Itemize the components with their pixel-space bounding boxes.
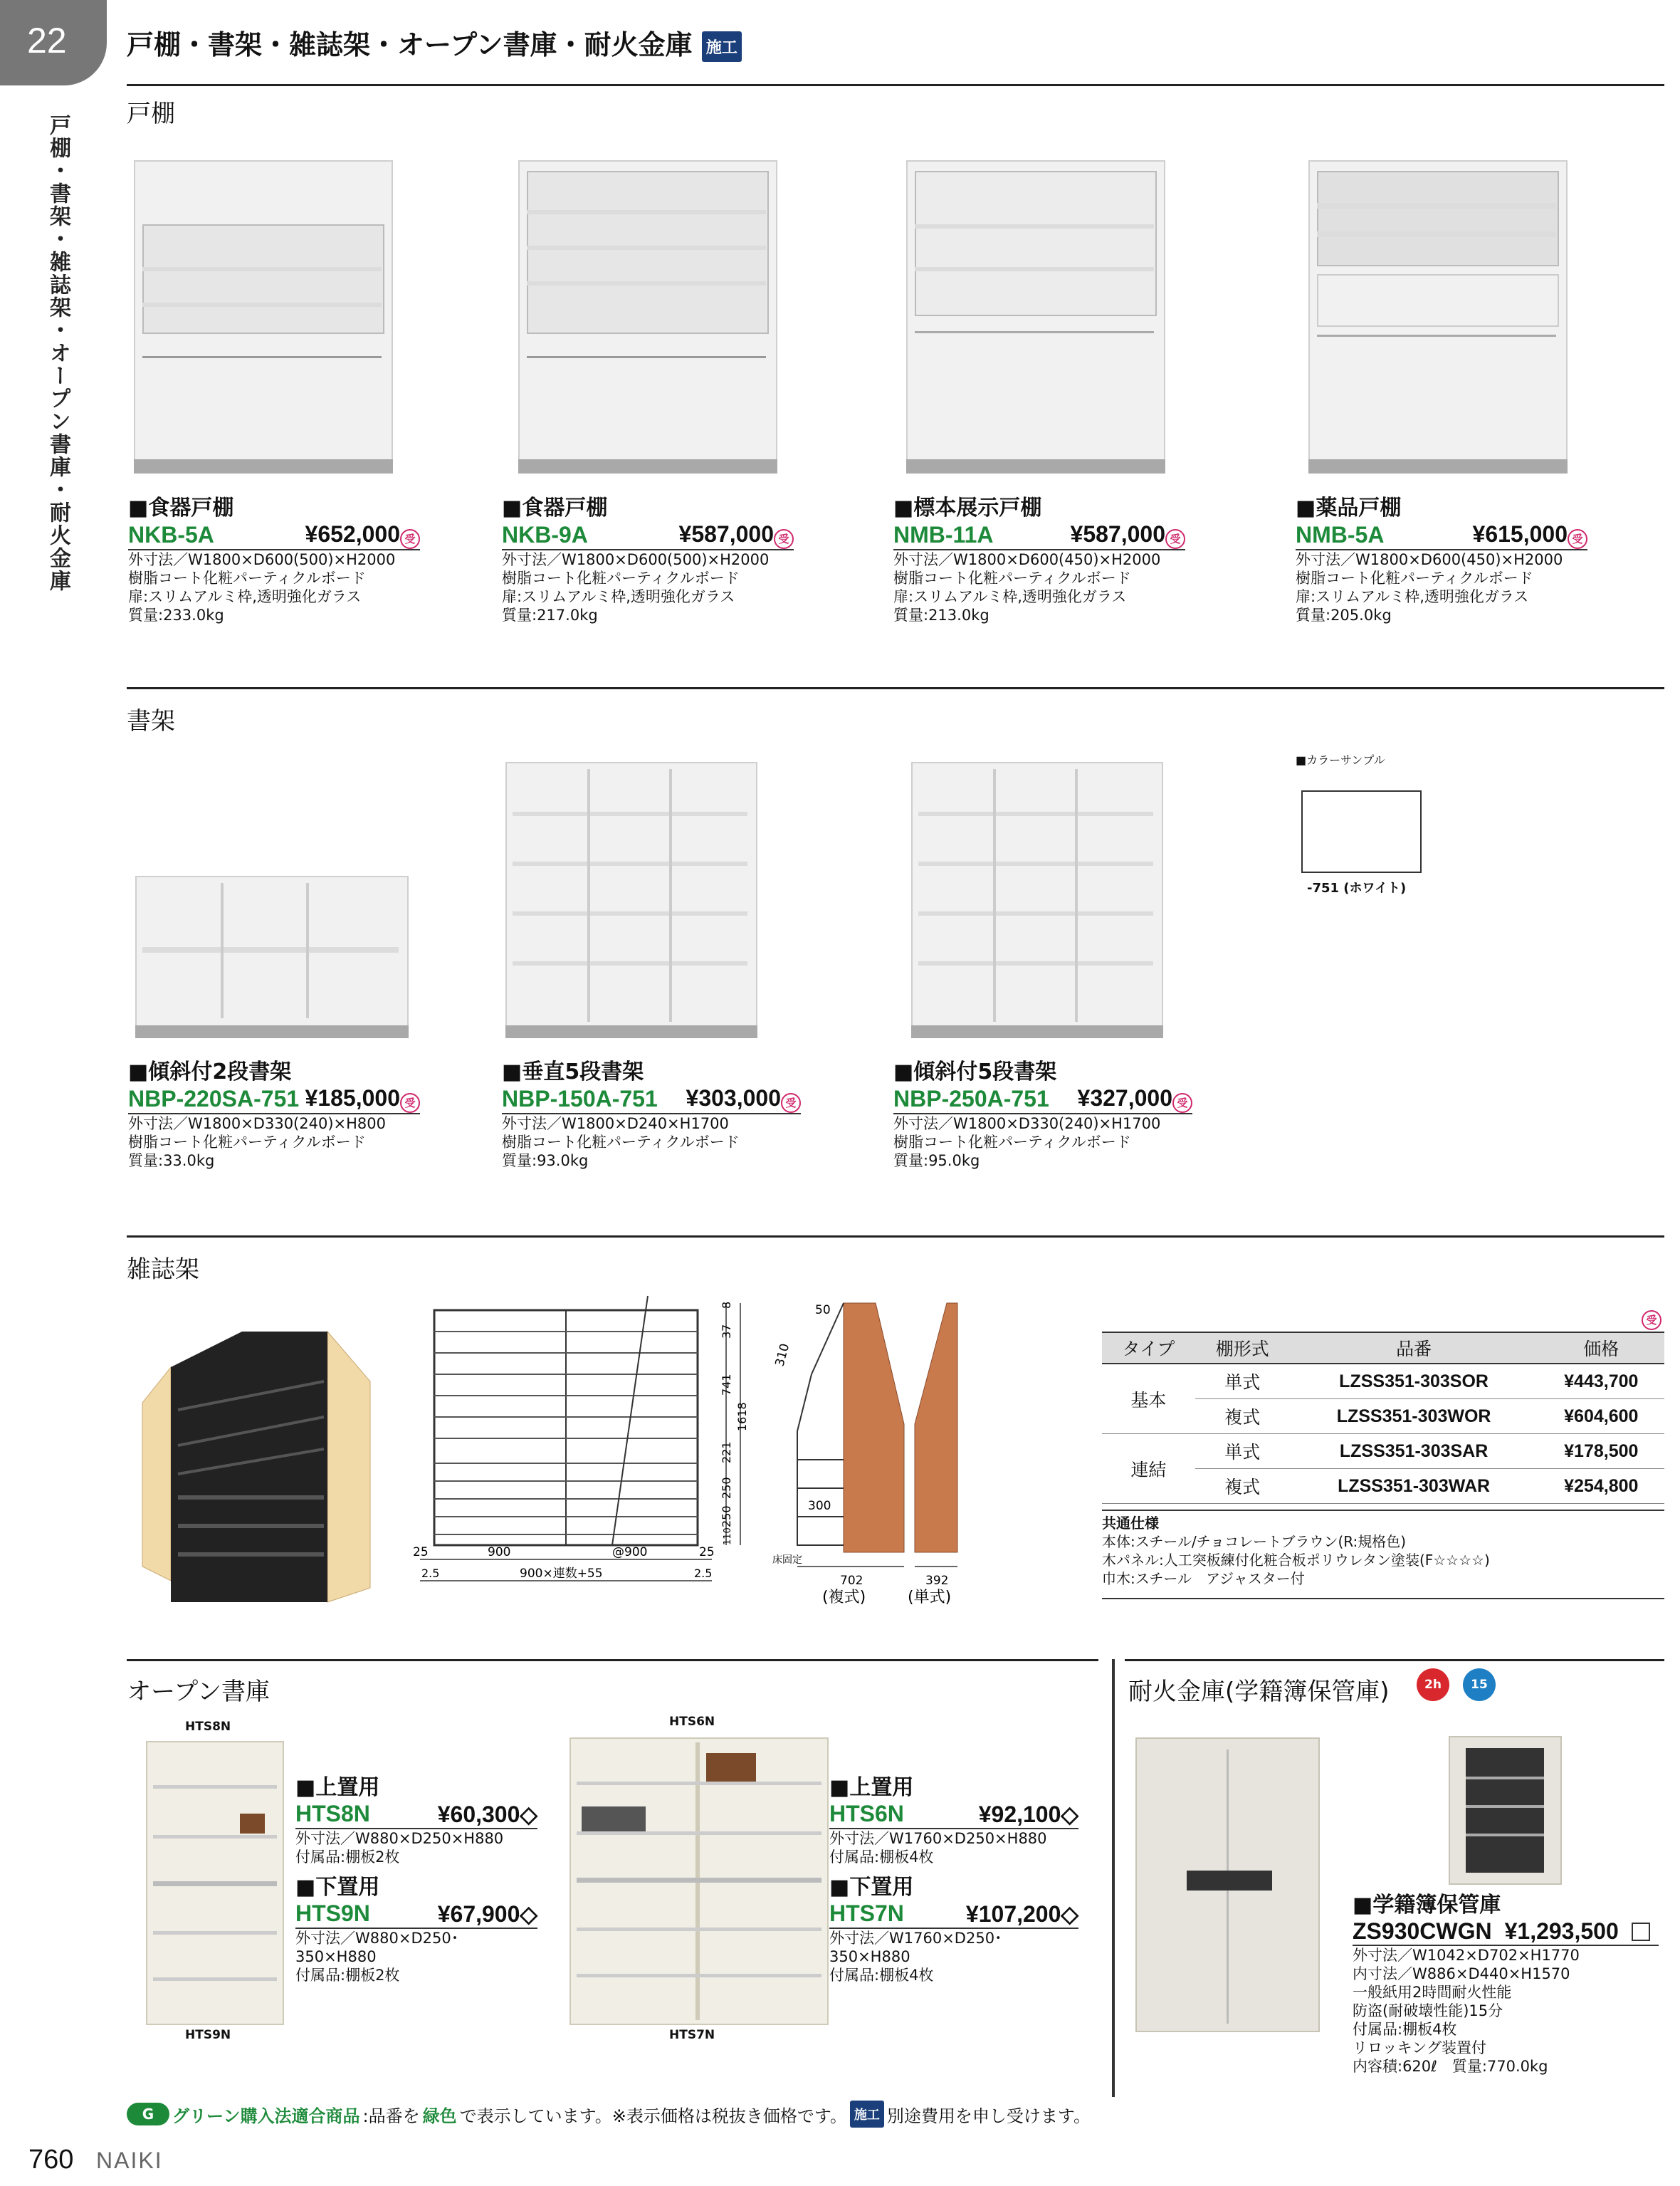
bookcase-image-nbp150a — [502, 762, 758, 1040]
table-cell-price: ¥604,600 — [1538, 1399, 1664, 1434]
sekou-badge: 施工 — [702, 31, 742, 62]
product-name: ■薬品戸棚 — [1296, 496, 1402, 521]
label-tanshiki: (単式) — [908, 1589, 952, 1606]
product-model: HTS9N — [295, 1900, 370, 1926]
dim-37: 37 — [720, 1324, 733, 1339]
product-hts9n — [295, 1869, 537, 1984]
spec-line: 樹脂コート化粧パーティクルボード — [128, 1133, 366, 1151]
spec-line: 外寸法／W1800×D330(240)×H1700 — [893, 1114, 1161, 1132]
spec-line: 外寸法／W880×D250×H880 — [295, 1830, 504, 1847]
brand-name: NAIKI — [96, 2148, 163, 2173]
image-label: HTS8N — [185, 1720, 231, 1734]
color-sample-title: ■カラーサンプル — [1296, 753, 1385, 767]
spec-line: 防盗(耐破壊性能)15分 — [1353, 2002, 1503, 2019]
page-tab — [0, 0, 107, 85]
spec-line: 質量:95.0kg — [893, 1151, 980, 1169]
spec-line: 付属品:棚板4枚 — [829, 1967, 934, 1984]
product-model: NKB-9A — [502, 521, 588, 548]
product-nmb5a — [1296, 490, 1587, 624]
spec-line: 付属品:棚板4枚 — [1353, 2021, 1457, 2038]
common-spec-title: 共通仕様 — [1102, 1515, 1159, 1532]
spec-line: 樹脂コート化粧パーティクルボード — [1296, 569, 1533, 587]
cabinet-image-nmb11a — [901, 160, 1171, 474]
spec-line: 外寸法／W1800×D330(240)×H800 — [128, 1114, 386, 1132]
cabinet-image-nkb5a — [128, 160, 399, 474]
spec-line: 外寸法／W1800×D600(450)×H2000 — [1296, 550, 1563, 568]
rule-shoka — [127, 687, 1664, 689]
dim-110: 110 — [723, 1527, 733, 1545]
product-model: NBP-250A-751 — [893, 1085, 1049, 1112]
product-name: ■垂直5段書架 — [502, 1060, 644, 1084]
image-label: HTS9N — [185, 2028, 231, 2042]
product-model: NKB-5A — [128, 521, 214, 548]
dim-w25d: 2.5 — [694, 1567, 713, 1580]
table-row — [1102, 1364, 1664, 1399]
dim-702: 702 — [840, 1574, 863, 1588]
page-title — [127, 23, 742, 62]
label-fukushiki: (複式) — [822, 1589, 866, 1606]
spec-line: 本体:スチール/チョコレートブラウン(R:規格色) — [1102, 1533, 1407, 1550]
product-nkb9a — [502, 490, 794, 624]
spec-line: 質量:217.0kg — [502, 606, 598, 624]
product-model: ZS930CWGN — [1353, 1918, 1492, 1944]
footer-text: で表示しています。※表示価格は税抜き価格です。 — [459, 2106, 847, 2126]
table-header: 棚形式 — [1195, 1332, 1290, 1364]
table-header: 品番 — [1290, 1332, 1538, 1364]
spec-line: 一般紙用2時間耐火性能 — [1353, 1984, 1512, 2001]
table-cell-type: 連結 — [1102, 1434, 1195, 1504]
spec-line: 扉:スリムアルミ枠,透明強化ガラス — [128, 587, 362, 605]
section-zasshika: 雑誌架 — [127, 1255, 199, 1284]
spec-line: 外寸法／W1800×D240×H1700 — [502, 1114, 729, 1132]
product-model: NMB-5A — [1296, 521, 1385, 548]
table-cell-form: 複式 — [1195, 1399, 1290, 1434]
front-elevation-drawing — [406, 1289, 769, 1602]
spec-line: 内容積:620ℓ 質量:770.0kg — [1353, 2058, 1548, 2075]
juchu-icon: 受 — [400, 529, 420, 549]
cabinet-image-nkb9a — [513, 160, 783, 474]
safe-image-interior — [1449, 1736, 1562, 1885]
table-cell-model: LZSS351-303SAR — [1290, 1434, 1538, 1469]
product-price: ¥303,000 — [686, 1085, 781, 1111]
safe-image-exterior — [1135, 1737, 1320, 2032]
juchu-icon: 受 — [774, 529, 794, 549]
dim-300: 300 — [808, 1499, 831, 1513]
common-spec-box — [1102, 1510, 1664, 1599]
spec-line: 扉:スリムアルミ枠,透明強化ガラス — [1296, 587, 1529, 605]
spec-line: 質量:213.0kg — [893, 606, 989, 624]
product-price: ¥107,200◇ — [965, 1901, 1078, 1927]
page-title-text: 戸棚・書架・雑誌架・オープン書庫・耐火金庫 — [127, 29, 693, 61]
product-model: HTS7N — [829, 1900, 904, 1926]
rule-zasshika — [127, 1235, 1664, 1238]
rule-taika — [1125, 1659, 1664, 1661]
bookcase-image-nbp250a — [901, 762, 1171, 1040]
product-hts8n — [295, 1769, 537, 1866]
product-model: HTS8N — [295, 1801, 370, 1826]
sekou-badge: 施工 — [850, 2101, 884, 2128]
product-nbp250a — [893, 1054, 1192, 1170]
spec-line: 内寸法／W886×D440×H1570 — [1353, 1965, 1570, 1982]
product-model: HTS6N — [829, 1801, 904, 1826]
vertical-divider — [1112, 1659, 1115, 2097]
juchu-icon: 受 — [1172, 1093, 1192, 1113]
green-g-icon: G — [127, 2103, 169, 2125]
product-zs930cwgn — [1353, 1887, 1659, 2076]
spec-line: リロッキング装置付 — [1353, 2039, 1486, 2056]
table-cell-form: 単式 — [1195, 1364, 1290, 1399]
footer-note — [127, 2101, 1091, 2128]
spec-line: 外寸法／W1800×D600(500)×H2000 — [502, 550, 770, 568]
spec-line: 樹脂コート化粧パーティクルボード — [502, 1133, 740, 1151]
footer-green-word: 緑色 — [422, 2106, 457, 2126]
section-taika: 耐火金庫(学籍簿保管庫) — [1128, 1678, 1390, 1706]
product-name: ■食器戸棚 — [128, 496, 234, 521]
product-price: ¥92,100◇ — [978, 1801, 1078, 1827]
table-header-row — [1102, 1332, 1664, 1364]
dim-250b: 250 — [720, 1505, 733, 1527]
product-price: ¥615,000 — [1472, 521, 1568, 547]
dim-8: 8 — [720, 1301, 733, 1309]
product-price: ¥67,900◇ — [437, 1901, 537, 1927]
green-law-label: グリーン購入法適合商品 — [172, 2106, 360, 2126]
dim-741: 741 — [720, 1374, 733, 1396]
product-name: ■傾斜付5段書架 — [893, 1060, 1057, 1084]
section-open: オープン書庫 — [127, 1678, 270, 1706]
page-tab-number: 22 — [27, 21, 67, 61]
product-model: NBP-150A-751 — [502, 1085, 658, 1112]
product-name: ■上置用 — [829, 1775, 914, 1800]
spec-line: 樹脂コート化粧パーティクルボード — [128, 569, 366, 587]
dim-221: 221 — [720, 1441, 733, 1463]
product-name: ■学籍簿保管庫 — [1353, 1893, 1501, 1918]
juchu-icon: 受 — [1642, 1310, 1661, 1330]
table-row — [1102, 1434, 1664, 1469]
footer-text: :品番を — [362, 2106, 420, 2126]
product-nbp150a — [502, 1054, 801, 1170]
image-label: HTS7N — [669, 2028, 715, 2042]
table-header: タイプ — [1102, 1332, 1195, 1364]
product-price: ¥327,000 — [1077, 1085, 1172, 1111]
rule-top — [127, 84, 1664, 86]
spec-line: 外寸法／W1800×D600(450)×H2000 — [893, 550, 1161, 568]
product-price: ¥587,000 — [1070, 521, 1165, 547]
side-section-drawing — [769, 1289, 982, 1609]
product-nbp220sa — [128, 1054, 420, 1170]
juchu-icon: 受 — [1568, 529, 1587, 549]
table-cell-model: LZSS351-303WOR — [1290, 1399, 1538, 1434]
yuka-kotei-label: 床固定 — [772, 1554, 802, 1566]
product-name: ■標本展示戸棚 — [893, 496, 1042, 521]
spec-line: 樹脂コート化粧パーティクルボード — [502, 569, 740, 587]
product-hts7n — [829, 1869, 1078, 1984]
spec-line: 外寸法／W1760×D250･350×H880 — [829, 1930, 1002, 1965]
product-price: ¥587,000 — [678, 521, 774, 547]
product-name: ■下置用 — [829, 1875, 914, 1900]
spec-line: 樹脂コート化粧パーティクルボード — [893, 1133, 1131, 1151]
product-model: NMB-11A — [893, 521, 994, 548]
spec-line: 巾木:スチール アジャスター付 — [1102, 1570, 1305, 1587]
juchu-icon: 受 — [1165, 529, 1185, 549]
side-title: 戸棚・書架・雑誌架・オープン書庫・耐火金庫 — [46, 114, 70, 592]
table-cell-price: ¥443,700 — [1538, 1364, 1664, 1399]
dim-392: 392 — [925, 1574, 949, 1588]
table-cell-form: 単式 — [1195, 1434, 1290, 1469]
juchu-icon: 受 — [400, 1093, 420, 1113]
table-cell-price: ¥178,500 — [1538, 1434, 1664, 1469]
section-shoka: 書架 — [127, 707, 175, 736]
table-cell-model: LZSS351-303SOR — [1290, 1364, 1538, 1399]
table-header: 価格 — [1538, 1332, 1664, 1364]
spec-line: 質量:233.0kg — [128, 606, 224, 624]
open-shelf-image-hts8n — [146, 1741, 284, 2025]
table-cell-type: 基本 — [1102, 1364, 1195, 1434]
table-cell-form: 複式 — [1195, 1469, 1290, 1504]
dim-w25a: 25 — [413, 1545, 429, 1559]
product-nkb5a — [128, 490, 420, 624]
spec-line: 付属品:棚板2枚 — [295, 1848, 400, 1866]
spec-line: 外寸法／W1760×D250×H880 — [829, 1830, 1047, 1847]
spec-line: 木パネル:人工突板練付化粧合板ポリウレタン塗装(F☆☆☆☆) — [1102, 1552, 1490, 1569]
spec-line: 扉:スリムアルミ枠,透明強化ガラス — [502, 587, 735, 605]
open-shelf-image-hts6n — [569, 1737, 829, 2025]
dim-1618: 1618 — [735, 1402, 749, 1431]
spec-line: 付属品:棚板2枚 — [295, 1967, 400, 1984]
footer-text: 別途費用を申し受けます。 — [886, 2106, 1091, 2126]
page-number: 760 — [28, 2145, 74, 2175]
spec-line: 樹脂コート化粧パーティクルボード — [893, 569, 1131, 587]
product-model: NBP-220SA-751 — [128, 1085, 300, 1112]
product-price: ¥185,000 — [305, 1085, 400, 1111]
cabinet-image-nmb5a — [1303, 160, 1573, 474]
spec-line: 外寸法／W880×D250･350×H880 — [295, 1930, 459, 1965]
product-price: ¥60,300◇ — [437, 1801, 537, 1827]
bookcase-image-nbp220sa — [128, 876, 413, 1040]
color-sample-label: -751 (ホワイト) — [1307, 881, 1407, 896]
magazine-rack-image — [128, 1324, 377, 1609]
dim-50: 50 — [815, 1303, 831, 1317]
spec-line: 質量:205.0kg — [1296, 606, 1392, 624]
product-name: ■傾斜付2段書架 — [128, 1060, 292, 1084]
rule-open — [127, 1659, 1098, 1661]
section-todana: 戸棚 — [127, 100, 175, 128]
product-name: ■上置用 — [295, 1775, 380, 1800]
spec-line: 質量:93.0kg — [502, 1151, 589, 1169]
image-label: HTS6N — [669, 1715, 715, 1729]
dim-w25c: 2.5 — [421, 1567, 440, 1580]
product-name: ■下置用 — [295, 1875, 380, 1900]
table-cell-price: ¥254,800 — [1538, 1469, 1664, 1504]
dim-w900at: @900 — [612, 1545, 648, 1559]
product-hts6n — [829, 1769, 1078, 1866]
dim-w900: 900 — [488, 1545, 511, 1559]
product-nmb11a — [893, 490, 1185, 624]
anti-theft-15-icon: 15 — [1463, 1668, 1496, 1701]
square-mark-icon — [1632, 1923, 1650, 1941]
spec-line: 外寸法／W1042×D702×H1770 — [1353, 1947, 1580, 1964]
spec-line: 扉:スリムアルミ枠,透明強化ガラス — [893, 587, 1127, 605]
product-price: ¥652,000 — [305, 521, 400, 547]
table-cell-model: LZSS351-303WAR — [1290, 1469, 1538, 1504]
magazine-price-table — [1102, 1332, 1664, 1504]
product-price: ¥1,293,500 — [1504, 1918, 1619, 1944]
dim-310: 310 — [772, 1342, 793, 1369]
dim-wtotal: 900×連数+55 — [520, 1567, 603, 1581]
product-name: ■食器戸棚 — [502, 496, 608, 521]
dim-250a: 250 — [720, 1477, 733, 1499]
dim-w25b: 25 — [699, 1545, 715, 1559]
spec-line: 質量:33.0kg — [128, 1151, 215, 1169]
fire-2h-icon: 2h — [1417, 1668, 1449, 1701]
spec-line: 付属品:棚板4枚 — [829, 1848, 934, 1866]
spec-line: 外寸法／W1800×D600(500)×H2000 — [128, 550, 396, 568]
color-swatch-white — [1301, 790, 1422, 873]
juchu-icon: 受 — [781, 1093, 801, 1113]
